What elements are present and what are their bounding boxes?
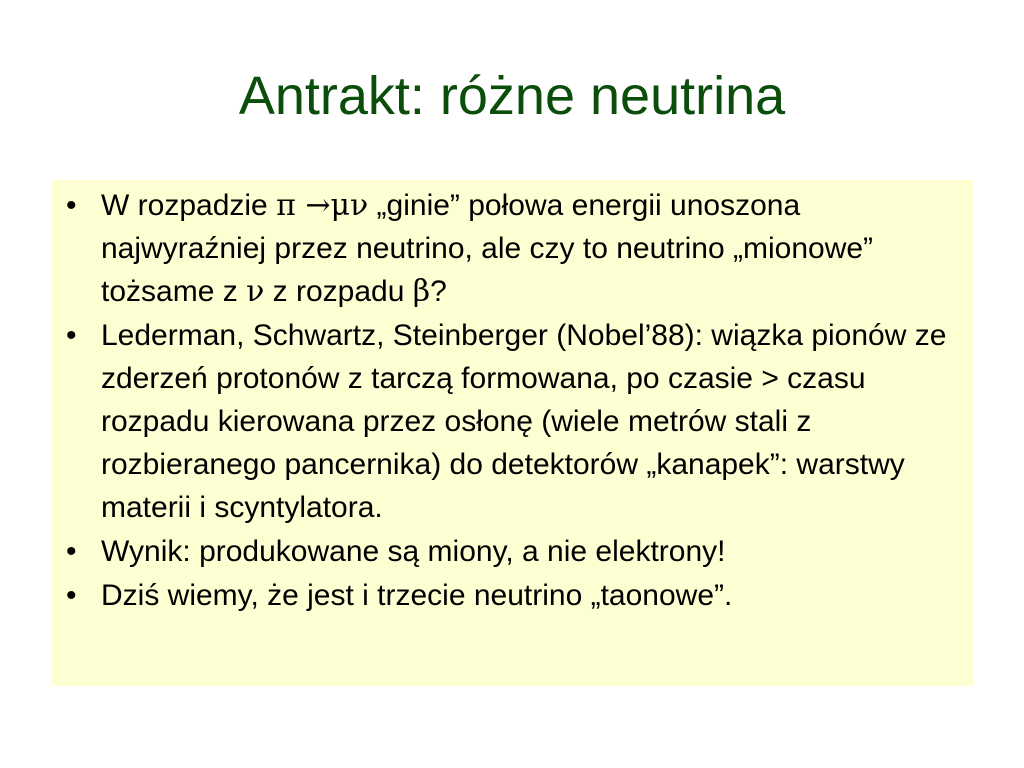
bullet-text-segment: z rozpadu xyxy=(264,275,413,308)
bullet-dot-icon: • xyxy=(66,535,77,568)
bullet-item xyxy=(66,530,963,573)
bullet-text-segment: Wynik: produkowane są miony, a nie elektrony! xyxy=(101,535,726,568)
bullet-item xyxy=(66,184,963,313)
bullet-item xyxy=(66,574,963,617)
bullet-dot-icon: • xyxy=(66,579,77,612)
bullet-text-segment: Dziś wiemy, że jest i trzecie neutrino „taonowe”. xyxy=(101,579,733,612)
greek-decay-formula: π →μν xyxy=(276,188,369,223)
greek-nu: ν xyxy=(246,274,265,309)
bullet-list xyxy=(66,184,963,617)
bullet-text-segment: Lederman, Schwartz, Steinberger (Nobel’88): wiązka pionów ze zderzeń protonów z tarczą formowana, po czasie > czasu rozpadu kierowana przez osłonę (wiele metrów stali z rozbieranego pancernika) do detektorów „kanapek”: warstwy materii i scyntylatora. xyxy=(101,319,947,524)
content-box xyxy=(52,180,973,686)
bullet-item xyxy=(66,314,963,529)
bullet-text-segment: ? xyxy=(430,275,447,308)
bullet-text-segment: „ginie” połowa energii unoszona najwyraźniej przez neutrino, ale czy to neutrino „mionowe” tożsame z xyxy=(101,189,874,308)
bullet-dot-icon: • xyxy=(66,189,77,222)
slide-title: Antrakt: różne neutrina xyxy=(238,66,786,126)
bullet-text-segment: W rozpadzie xyxy=(101,189,277,222)
greek-beta: β xyxy=(412,274,431,309)
bullet-dot-icon: • xyxy=(66,319,77,352)
